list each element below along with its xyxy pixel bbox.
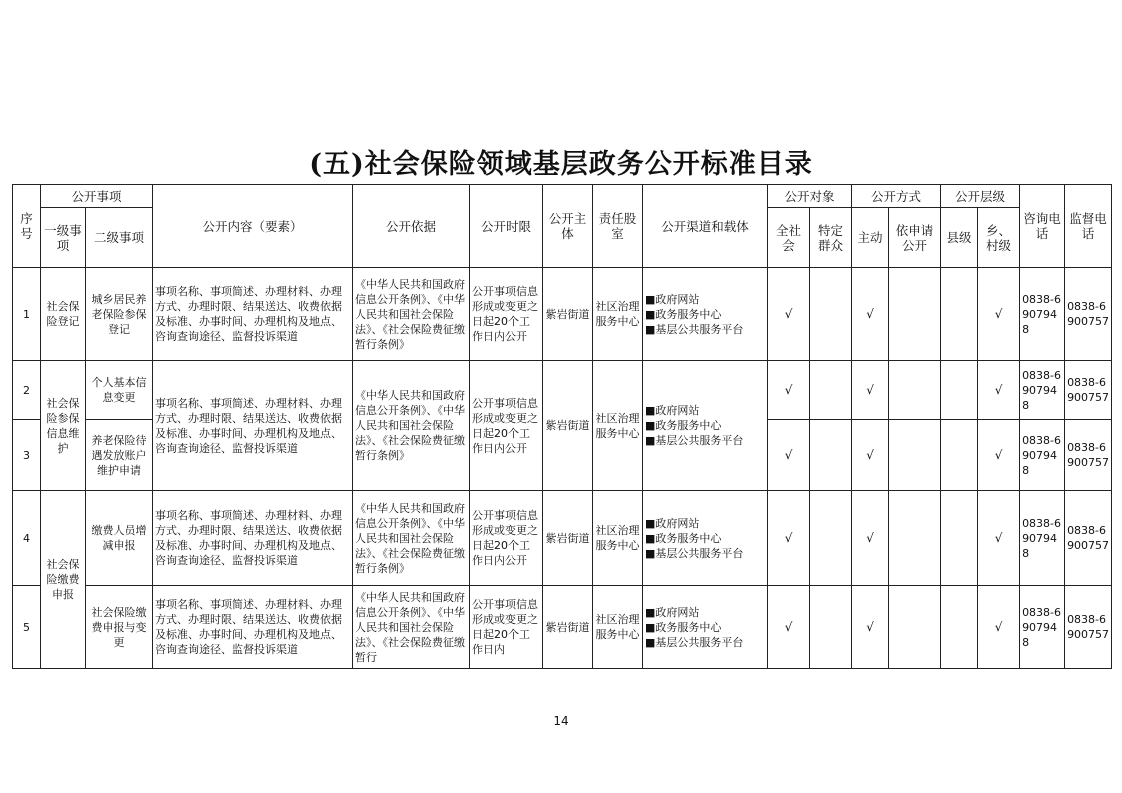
check-town: √ bbox=[978, 268, 1020, 361]
cell-basis: 《中华人民共和国政府信息公开条例》、《中华人民共和国社会保险法》、《社会保险费征缴暂行条例》 bbox=[353, 361, 470, 491]
header-basis: 公开依据 bbox=[353, 185, 470, 268]
check-town: √ bbox=[978, 361, 1020, 420]
table-row bbox=[13, 491, 1112, 586]
cell-time: 公开事项信息形成或变更之日起20个工作日内公开 bbox=[470, 361, 543, 491]
check-apply bbox=[889, 586, 941, 669]
cell-dept: 社区治理服务中心 bbox=[593, 586, 643, 669]
cell-consult: 0838-6907948 bbox=[1020, 586, 1065, 669]
check-apply bbox=[889, 361, 941, 420]
header-county: 县级 bbox=[941, 208, 978, 268]
cell-dept: 社区治理服务中心 bbox=[593, 268, 643, 361]
header-content: 公开内容（要素） bbox=[153, 185, 353, 268]
header-all: 全社会 bbox=[768, 208, 810, 268]
cell-seq: 4 bbox=[13, 491, 41, 586]
cell-content: 事项名称、事项简述、办理材料、办理方式、办理时限、结果送达、收费依据及标准、办事时间、办理机构及地点、咨询查询途径、监督投诉渠道 bbox=[153, 491, 353, 586]
check-county bbox=[941, 361, 978, 420]
disclosure-table bbox=[12, 184, 1112, 669]
header-apply: 依申请公开 bbox=[889, 208, 941, 268]
cell-level1: 社会保险缴费申报 bbox=[41, 491, 86, 669]
check-county bbox=[941, 491, 978, 586]
header-time: 公开时限 bbox=[470, 185, 543, 268]
cell-dept: 社区治理服务中心 bbox=[593, 491, 643, 586]
channel-item: ■政府网站 bbox=[645, 292, 700, 306]
page-number: 14 bbox=[553, 714, 569, 728]
check-specific bbox=[810, 268, 852, 361]
cell-channels bbox=[643, 361, 768, 491]
check-county bbox=[941, 420, 978, 491]
cell-seq: 1 bbox=[13, 268, 41, 361]
check-apply bbox=[889, 268, 941, 361]
cell-channels bbox=[643, 491, 768, 586]
cell-level1: 社会保险参保信息维护 bbox=[41, 361, 86, 491]
cell-subject: 紫岩街道 bbox=[543, 491, 593, 586]
channel-item: ■基层公共服务平台 bbox=[645, 322, 744, 336]
check-county bbox=[941, 586, 978, 669]
channel-item: ■政务服务中心 bbox=[645, 307, 722, 321]
cell-supervise: 0838-6900757 bbox=[1065, 420, 1112, 491]
cell-consult: 0838-6907948 bbox=[1020, 491, 1065, 586]
cell-subject: 紫岩街道 bbox=[543, 361, 593, 491]
header-specific: 特定群众 bbox=[810, 208, 852, 268]
check-town: √ bbox=[978, 491, 1020, 586]
header-town: 乡、村级 bbox=[978, 208, 1020, 268]
cell-dept: 社区治理服务中心 bbox=[593, 361, 643, 491]
cell-subject: 紫岩街道 bbox=[543, 586, 593, 669]
check-specific bbox=[810, 420, 852, 491]
check-active: √ bbox=[852, 491, 889, 586]
cell-time: 公开事项信息形成或变更之日起20个工作日内公开 bbox=[470, 268, 543, 361]
header-level2: 二级事项 bbox=[86, 208, 153, 268]
cell-content: 事项名称、事项简述、办理材料、办理方式、办理时限、结果送达、收费依据及标准、办事时间、办理机构及地点、咨询查询途径、监督投诉渠道 bbox=[153, 268, 353, 361]
check-active: √ bbox=[852, 586, 889, 669]
channel-item: ■政务服务中心 bbox=[645, 419, 722, 432]
cell-seq: 2 bbox=[13, 361, 41, 420]
cell-level2: 城乡居民养老保险参保登记 bbox=[86, 268, 153, 361]
channel-item: ■基层公共服务平台 bbox=[645, 546, 744, 560]
cell-seq: 3 bbox=[13, 420, 41, 491]
cell-consult: 0838-6907948 bbox=[1020, 361, 1065, 420]
cell-supervise: 0838-6900757 bbox=[1065, 491, 1112, 586]
check-all: √ bbox=[768, 268, 810, 361]
check-county bbox=[941, 268, 978, 361]
header-level1: 一级事项 bbox=[41, 208, 86, 268]
channel-item: ■政府网站 bbox=[645, 516, 700, 530]
cell-content: 事项名称、事项简述、办理材料、办理方式、办理时限、结果送达、收费依据及标准、办事时间、办理机构及地点、咨询查询途径、监督投诉渠道 bbox=[153, 361, 353, 491]
header-row bbox=[13, 185, 1112, 208]
cell-level1: 社会保险登记 bbox=[41, 268, 86, 361]
check-active: √ bbox=[852, 361, 889, 420]
table-row bbox=[13, 586, 1112, 669]
channel-item: ■政务服务中心 bbox=[645, 531, 722, 545]
header-supervise: 监督电话 bbox=[1065, 185, 1112, 268]
cell-channels bbox=[643, 586, 768, 669]
header-layer: 公开层级 bbox=[941, 185, 1020, 208]
cell-supervise: 0838-6900757 bbox=[1065, 268, 1112, 361]
table-row bbox=[13, 361, 1112, 420]
channel-item: ■基层公共服务平台 bbox=[645, 635, 744, 649]
cell-level2: 养老保险待遇发放账户维护申请 bbox=[86, 420, 153, 491]
header-items: 公开事项 bbox=[41, 185, 153, 208]
cell-time: 公开事项信息形成或变更之日起20个工作日内 bbox=[470, 586, 543, 669]
header-consult: 咨询电话 bbox=[1020, 185, 1065, 268]
cell-consult: 0838-6907948 bbox=[1020, 420, 1065, 491]
cell-channels bbox=[643, 268, 768, 361]
check-all: √ bbox=[768, 361, 810, 420]
check-all: √ bbox=[768, 586, 810, 669]
cell-supervise: 0838-6900757 bbox=[1065, 586, 1112, 669]
channel-item: ■基层公共服务平台 bbox=[645, 434, 744, 447]
check-town: √ bbox=[978, 586, 1020, 669]
header-dept: 责任股室 bbox=[593, 185, 643, 268]
cell-time: 公开事项信息形成或变更之日起20个工作日内公开 bbox=[470, 491, 543, 586]
header-method: 公开方式 bbox=[852, 185, 941, 208]
check-all: √ bbox=[768, 420, 810, 491]
page-title: (五)社会保险领域基层政务公开标准目录 bbox=[309, 149, 813, 180]
cell-subject: 紫岩街道 bbox=[543, 268, 593, 361]
check-active: √ bbox=[852, 420, 889, 491]
channel-item: ■政务服务中心 bbox=[645, 620, 722, 634]
header-target: 公开对象 bbox=[768, 185, 852, 208]
check-specific bbox=[810, 361, 852, 420]
cell-supervise: 0838-6900757 bbox=[1065, 361, 1112, 420]
cell-basis: 《中华人民共和国政府信息公开条例》、《中华人民共和国社会保险法》、《社会保险费征缴暂行条例》 bbox=[353, 491, 470, 586]
check-active: √ bbox=[852, 268, 889, 361]
check-specific bbox=[810, 586, 852, 669]
cell-basis: 《中华人民共和国政府信息公开条例》、《中华人民共和国社会保险法》、《社会保险费征缴暂行 bbox=[353, 586, 470, 669]
header-active: 主动 bbox=[852, 208, 889, 268]
cell-level2: 缴费人员增减申报 bbox=[86, 491, 153, 586]
table-row bbox=[13, 268, 1112, 361]
cell-seq: 5 bbox=[13, 586, 41, 669]
cell-level2: 社会保险缴费申报与变更 bbox=[86, 586, 153, 669]
cell-basis: 《中华人民共和国政府信息公开条例》、《中华人民共和国社会保险法》、《社会保险费征缴暂行条例》 bbox=[353, 268, 470, 361]
check-apply bbox=[889, 491, 941, 586]
cell-content: 事项名称、事项简述、办理材料、办理方式、办理时限、结果送达、收费依据及标准、办事时间、办理机构及地点、咨询查询途径、监督投诉渠道 bbox=[153, 586, 353, 669]
check-apply bbox=[889, 420, 941, 491]
channel-item: ■政府网站 bbox=[645, 404, 700, 417]
check-all: √ bbox=[768, 491, 810, 586]
header-channel: 公开渠道和载体 bbox=[643, 185, 768, 268]
header-seq: 序号 bbox=[13, 185, 41, 268]
cell-consult: 0838-6907948 bbox=[1020, 268, 1065, 361]
check-specific bbox=[810, 491, 852, 586]
channel-item: ■政府网站 bbox=[645, 605, 700, 619]
check-town: √ bbox=[978, 420, 1020, 491]
header-subject: 公开主体 bbox=[543, 185, 593, 268]
cell-level2: 个人基本信息变更 bbox=[86, 361, 153, 420]
